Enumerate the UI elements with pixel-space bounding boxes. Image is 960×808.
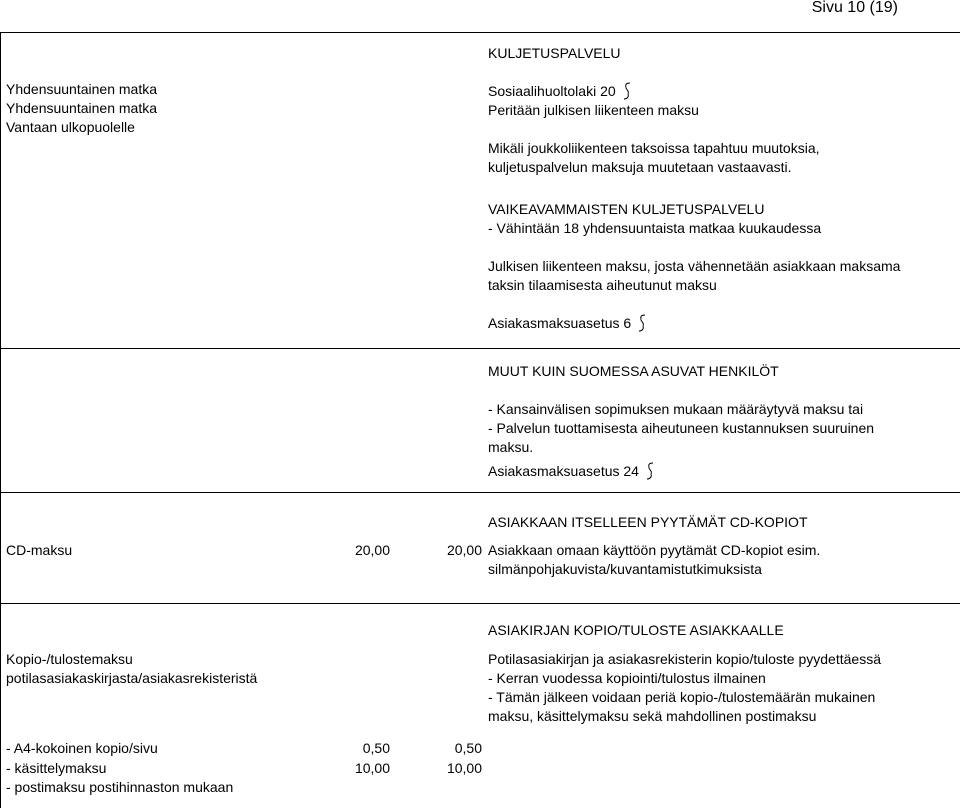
section-text: Mikäli joukkoliikenteen taksoissa tapahtuu muutoksia, <box>488 140 820 156</box>
trip-label: Yhdensuuntainen matka <box>6 81 157 97</box>
section-text: Potilasasiakirjan ja asiakasrekisterin kopio/tuloste pyydettäessä <box>488 651 881 667</box>
section-sign-icon <box>635 318 647 330</box>
postage-label: - postimaksu postihinnaston mukaan <box>6 779 234 795</box>
section-text: Julkisen liikenteen maksu, josta vähennetään asiakkaan maksama <box>488 258 901 274</box>
section-text: - Tämän jälkeen voidaan periä kopio-/tulostemäärän mukainen <box>488 689 876 705</box>
a4-copy-value: 0,50 <box>362 740 390 756</box>
section-kuljetuspalvelu <box>488 44 820 177</box>
section-muut-kuin-suomessa <box>488 362 874 481</box>
trip-label: Yhdensuuntainen matka <box>6 100 157 116</box>
section-text: kuljetuspalvelun maksuja muutetaan vastaavasti. <box>488 159 792 175</box>
section-text: - Kerran vuodessa kopiointi/tulostus ilmainen <box>488 670 766 686</box>
row-divider <box>0 492 960 493</box>
a4-copy-label: - A4-kokoinen kopio/sivu <box>6 740 158 756</box>
section-text: taksin tilaamisesta aiheutunut maksu <box>488 277 717 293</box>
handling-fee-value: 10,00 <box>354 760 390 776</box>
table-top-border <box>0 32 960 33</box>
law-reference: Asiakasmaksuasetus 24 <box>488 463 639 479</box>
trip-label: Vantaan ulkopuolelle <box>6 119 135 135</box>
law-reference: Asiakasmaksuasetus 6 <box>488 315 632 331</box>
table-left-border <box>0 32 1 808</box>
section-title: MUUT KUIN SUOMESSA ASUVAT HENKILÖT <box>488 363 779 379</box>
row-divider <box>0 348 960 349</box>
section-title: KULJETUSPALVELU <box>488 45 621 61</box>
law-reference: Sosiaalihuoltolaki 20 <box>488 83 616 99</box>
section-sign-icon <box>643 466 655 478</box>
section-title: VAIKEAVAMMAISTEN KULJETUSPALVELU <box>488 201 765 217</box>
cd-fee-label: CD-maksu <box>6 542 73 558</box>
row-divider <box>0 603 960 604</box>
copy-fee-label: potilasasiakaskirjasta/asiakasrekisteristä <box>6 670 258 686</box>
a4-copy-value: 0,50 <box>454 740 482 756</box>
section-title: ASIAKIRJAN KOPIO/TULOSTE ASIAKKAALLE <box>488 622 784 638</box>
section-text: - Vähintään 18 yhdensuuntaista matkaa kuukaudessa <box>488 220 822 236</box>
section-text: maksu. <box>488 439 534 455</box>
section-text: Peritään julkisen liikenteen maksu <box>488 102 699 118</box>
section-title: ASIAKKAAN ITSELLEEN PYYTÄMÄT CD-KOPIOT <box>488 514 808 530</box>
section-text: - Palvelun tuottamisesta aiheutuneen kustannuksen suuruinen <box>488 420 875 436</box>
section-cd-kopiot <box>488 513 820 579</box>
section-asiakirjan-kopio <box>488 621 881 726</box>
handling-fee-label: - käsittelymaksu <box>6 760 107 776</box>
copy-fee-label: Kopio-/tulostemaksu <box>6 651 133 667</box>
page-number: Sivu 10 (19) <box>811 0 898 16</box>
section-vaikeavammaisten <box>488 200 900 333</box>
cd-fee-value: 20,00 <box>446 542 482 558</box>
handling-fee-value: 10,00 <box>446 760 482 776</box>
section-sign-icon <box>620 86 632 98</box>
section-text: Asiakkaan omaan käyttöön pyytämät CD-kopiot esim. <box>488 542 821 558</box>
cd-fee-value: 20,00 <box>354 542 390 558</box>
section-text: - Kansainvälisen sopimuksen mukaan määräytyvä maksu tai <box>488 401 864 417</box>
section-text: silmänpohjakuvista/kuvantamistutkimuksista <box>488 561 762 577</box>
section-text: maksu, käsittelymaksu sekä mahdollinen postimaksu <box>488 708 817 724</box>
